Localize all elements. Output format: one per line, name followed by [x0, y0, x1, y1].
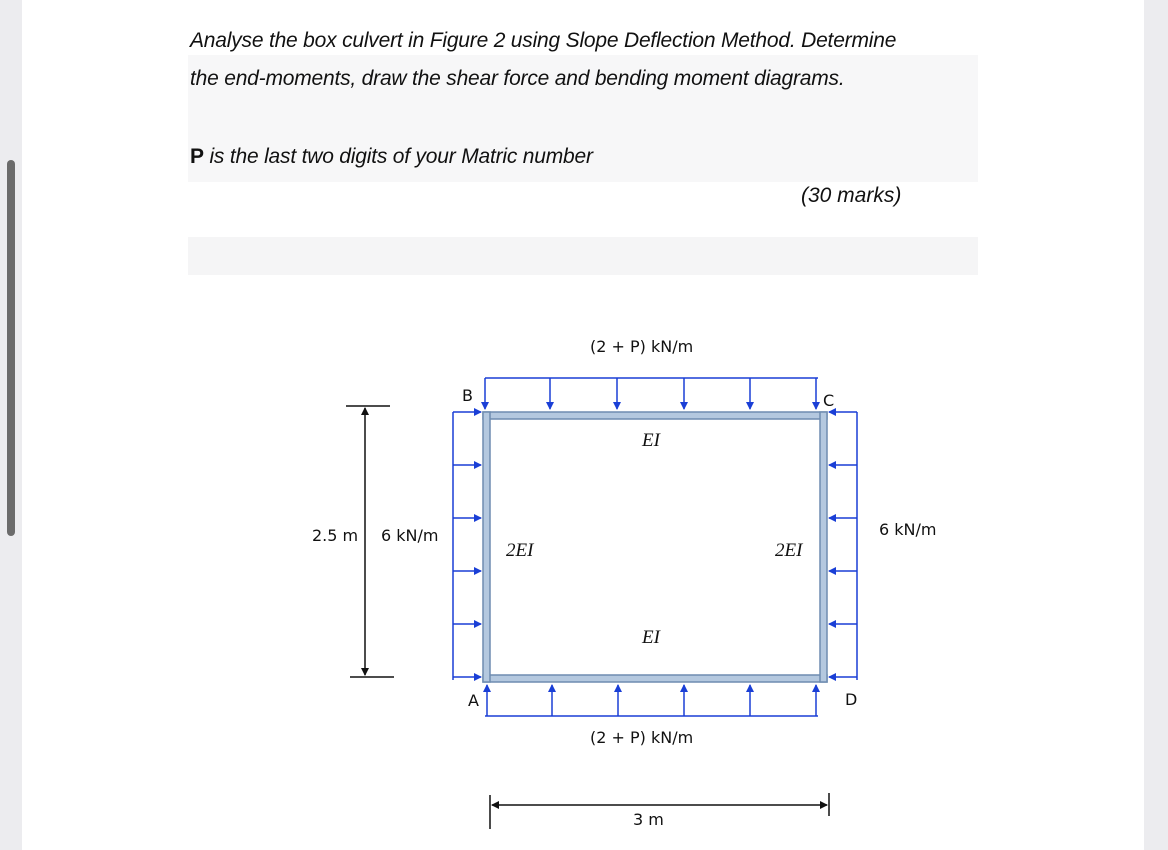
marks-label: (30 marks) — [801, 184, 902, 207]
width-dimension-label: 3 m — [633, 810, 664, 829]
top-load-label: (2 + P) kN/m — [590, 337, 694, 356]
bottom-load-label: (2 + P) kN/m — [590, 728, 694, 747]
left-load-label: 6 kN/m — [381, 526, 439, 545]
top-member — [483, 412, 827, 419]
right-load-arrows — [829, 412, 857, 680]
node-a-label: A — [468, 691, 479, 710]
p-description: is the last two digits of your Matric number — [203, 145, 593, 168]
right-member-stiffness: 2EI — [775, 540, 803, 561]
right-member — [820, 412, 827, 682]
node-d-label: D — [845, 690, 858, 709]
p-symbol: P — [190, 145, 204, 168]
left-member — [483, 412, 490, 682]
top-member-stiffness: EI — [642, 430, 660, 451]
node-b-label: B — [462, 386, 473, 405]
left-load-arrows — [453, 412, 481, 680]
bottom-load-arrows — [485, 685, 818, 716]
question-line-1: Analyse the box culvert in Figure 2 using Slope Deflection Method. Determine — [190, 29, 897, 52]
bottom-member — [483, 675, 827, 682]
top-load-arrows — [485, 378, 818, 409]
left-member-stiffness: 2EI — [506, 540, 534, 561]
question-line-2: the end-moments, draw the shear force and bending moment diagrams. — [190, 67, 845, 90]
bottom-member-stiffness: EI — [642, 627, 660, 648]
height-dimension-label: 2.5 m — [312, 526, 359, 545]
node-c-label: C — [823, 391, 835, 410]
right-load-label: 6 kN/m — [879, 520, 937, 539]
